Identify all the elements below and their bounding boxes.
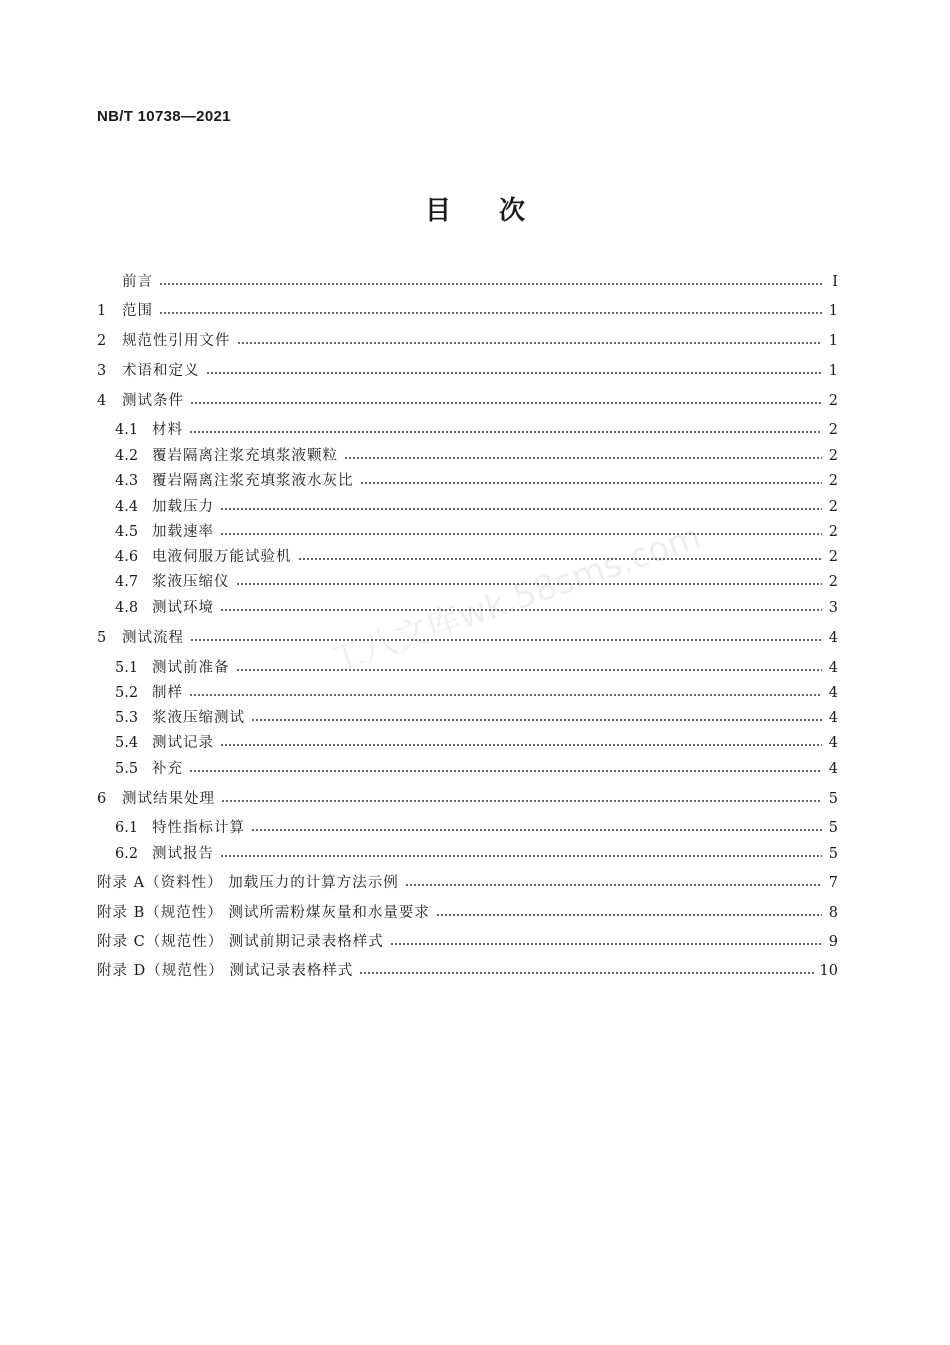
toc-entry-number: 3 xyxy=(97,363,107,379)
toc-entry-label: 规范性引用文件 xyxy=(122,333,231,349)
toc-entry-label: 覆岩隔离注浆充填浆液水灰比 xyxy=(152,473,354,489)
toc-entry[interactable] xyxy=(97,788,838,810)
toc-entry-number: 4.2 xyxy=(115,448,139,464)
toc-entry-label: 浆液压缩仪 xyxy=(152,574,230,590)
toc-entry[interactable] xyxy=(115,597,838,619)
toc-entry[interactable] xyxy=(115,732,838,754)
toc-entry-page: 2 xyxy=(828,499,838,515)
toc-entry-label: 覆岩隔离注浆充填浆液颗粒 xyxy=(152,448,338,464)
toc-entry-label: 范围 xyxy=(122,303,153,319)
toc-entry[interactable] xyxy=(97,872,838,894)
toc-entry[interactable] xyxy=(115,843,838,865)
toc-entry[interactable] xyxy=(115,445,838,467)
toc-entry-label: 加载速率 xyxy=(152,524,214,540)
toc-entry-label: 测试报告 xyxy=(152,846,214,862)
toc-entry-number: 4.3 xyxy=(115,473,139,489)
toc-entry[interactable] xyxy=(115,546,838,568)
toc-entry-number: 6.1 xyxy=(115,820,139,836)
toc-entry-label: 补充 xyxy=(152,761,183,777)
toc-entry[interactable] xyxy=(97,360,838,382)
toc-entry-label: 附录 A（资料性） 加载压力的计算方法示例 xyxy=(97,875,399,891)
toc-entry[interactable] xyxy=(115,571,838,593)
toc-entry[interactable] xyxy=(97,390,838,412)
toc-entry[interactable] xyxy=(97,300,838,322)
toc-entry-page: 5 xyxy=(828,846,838,862)
toc-entry-page: 2 xyxy=(828,448,838,464)
toc-leader-dots xyxy=(220,609,822,611)
toc-entry-page: 4 xyxy=(828,710,838,726)
toc-entry-number: 6.2 xyxy=(115,846,139,862)
toc-entry[interactable] xyxy=(115,682,838,704)
toc-entry-number: 4.7 xyxy=(115,574,139,590)
table-of-contents xyxy=(97,0,838,1345)
toc-entry-number: 6 xyxy=(97,791,107,807)
toc-entry[interactable] xyxy=(115,758,838,780)
toc-entry-page: 2 xyxy=(828,393,838,409)
toc-leader-dots xyxy=(189,694,822,696)
toc-entry-page: 2 xyxy=(828,574,838,590)
toc-leader-dots xyxy=(190,639,822,641)
toc-leader-dots xyxy=(189,431,822,433)
toc-entry[interactable] xyxy=(115,707,838,729)
toc-entry-page: 2 xyxy=(828,422,838,438)
toc-entry-label: 测试结果处理 xyxy=(122,791,215,807)
toc-entry-page: 4 xyxy=(828,685,838,701)
toc-entry-label: 特性指标计算 xyxy=(152,820,245,836)
toc-leader-dots xyxy=(206,372,823,374)
toc-entry-page: 10 xyxy=(819,963,838,979)
toc-leader-dots xyxy=(220,744,822,746)
toc-leader-dots xyxy=(237,342,823,344)
toc-entry-number: 5.3 xyxy=(115,710,139,726)
toc-entry[interactable] xyxy=(97,902,838,924)
toc-leader-dots xyxy=(359,972,813,974)
toc-entry-number: 2 xyxy=(97,333,107,349)
toc-leader-dots xyxy=(221,800,822,802)
toc-entry-page: 7 xyxy=(828,875,838,891)
toc-entry-page: 4 xyxy=(828,660,838,676)
toc-entry-page: 2 xyxy=(828,473,838,489)
toc-leader-dots xyxy=(220,855,822,857)
toc-entry-label: 材料 xyxy=(152,422,183,438)
toc-entry-label: 测试记录 xyxy=(152,735,214,751)
toc-entry-number: 5.2 xyxy=(115,685,139,701)
toc-entry-page: 1 xyxy=(828,363,838,379)
toc-entry[interactable] xyxy=(97,960,838,982)
toc-entry-number: 5.4 xyxy=(115,735,139,751)
toc-leader-dots xyxy=(344,457,822,459)
toc-leader-dots xyxy=(251,719,822,721)
toc-entry[interactable] xyxy=(97,271,838,293)
toc-leader-dots xyxy=(251,829,822,831)
toc-entry-page: 1 xyxy=(828,303,838,319)
toc-entry-number: 4.8 xyxy=(115,600,139,616)
toc-entry-number: 4.6 xyxy=(115,549,139,565)
toc-entry-label: 测试条件 xyxy=(122,393,184,409)
toc-leader-dots xyxy=(159,312,822,314)
toc-entry[interactable] xyxy=(115,657,838,679)
toc-entry-page: 9 xyxy=(828,934,838,950)
toc-entry-number: 4.1 xyxy=(115,422,139,438)
toc-entry-label: 制样 xyxy=(152,685,183,701)
toc-entry-number: 4.4 xyxy=(115,499,139,515)
toc-entry[interactable] xyxy=(115,521,838,543)
toc-entry-label: 测试环境 xyxy=(152,600,214,616)
toc-entry[interactable] xyxy=(97,627,838,649)
toc-entry-page: 5 xyxy=(828,791,838,807)
toc-leader-dots xyxy=(159,283,822,285)
toc-entry-label: 附录 D（规范性） 测试记录表格样式 xyxy=(97,963,354,979)
toc-entry-label: 附录 B（规范性） 测试所需粉煤灰量和水量要求 xyxy=(97,905,430,921)
toc-entry[interactable] xyxy=(115,419,838,441)
toc-entry[interactable] xyxy=(115,496,838,518)
toc-leader-dots xyxy=(360,482,823,484)
toc-leader-dots xyxy=(190,402,822,404)
toc-entry-page: 4 xyxy=(828,630,838,646)
toc-entry-page: 2 xyxy=(828,524,838,540)
toc-entry-label: 术语和定义 xyxy=(122,363,200,379)
toc-entry-label: 测试流程 xyxy=(122,630,184,646)
toc-entry-number: 5.1 xyxy=(115,660,139,676)
toc-entry-page: 1 xyxy=(828,333,838,349)
toc-entry[interactable] xyxy=(115,470,838,492)
toc-leader-dots xyxy=(405,884,822,886)
toc-entry-page: 4 xyxy=(828,735,838,751)
toc-entry[interactable] xyxy=(97,330,838,352)
toc-entry-number: 4 xyxy=(97,393,107,409)
toc-entry-number: 4.5 xyxy=(115,524,139,540)
toc-entry-page: 5 xyxy=(828,820,838,836)
toc-entry-label: 附录 C（规范性） 测试前期记录表格样式 xyxy=(97,934,384,950)
toc-entry-label: 测试前准备 xyxy=(152,660,230,676)
toc-entry-label: 浆液压缩测试 xyxy=(152,710,245,726)
toc-entry-number: 5 xyxy=(97,630,107,646)
toc-entry-number: 1 xyxy=(97,303,107,319)
toc-leader-dots xyxy=(220,533,822,535)
toc-entry-page: 3 xyxy=(828,600,838,616)
toc-leader-dots xyxy=(298,558,823,560)
toc-entry[interactable] xyxy=(97,931,838,953)
toc-entry-label: 电液伺服万能试验机 xyxy=(152,549,292,565)
toc-leader-dots xyxy=(236,669,823,671)
toc-entry-label: 加载压力 xyxy=(152,499,214,515)
toc-entry-label: 前言 xyxy=(122,274,153,290)
toc-leader-dots xyxy=(390,943,822,945)
toc-entry-page: 8 xyxy=(828,905,838,921)
toc-entry[interactable] xyxy=(115,817,838,839)
toc-entry-page: 4 xyxy=(828,761,838,777)
toc-leader-dots xyxy=(189,770,822,772)
standard-code: NB/T 10738—2021 xyxy=(97,108,231,125)
watermark: 工八文库wk.58sms.com xyxy=(324,516,706,682)
toc-leader-dots xyxy=(436,914,822,916)
toc-leader-dots xyxy=(236,583,823,585)
toc-leader-dots xyxy=(220,508,822,510)
toc-entry-page: 2 xyxy=(828,549,838,565)
page-title: 目次 xyxy=(424,196,573,226)
toc-entry-number: 5.5 xyxy=(115,761,139,777)
toc-entry-page: I xyxy=(832,274,838,290)
